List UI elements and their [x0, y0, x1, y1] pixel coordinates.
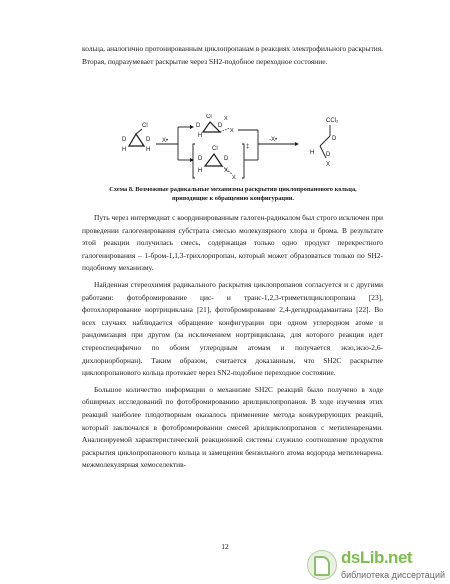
- atom-d: D: [224, 156, 229, 162]
- atom-cl: Cl: [212, 146, 218, 152]
- atom-d: D: [326, 152, 331, 158]
- atom-h: H: [198, 133, 203, 139]
- atom-x: X: [232, 175, 236, 181]
- reaction-scheme: [120, 114, 360, 186]
- atom-cl: Cl: [206, 114, 212, 120]
- atom-cl: Cl: [142, 123, 148, 129]
- paragraph-1: [82, 43, 383, 68]
- atom-h: H: [146, 147, 151, 153]
- watermark-name: dsLib.net: [341, 548, 413, 567]
- paragraph-1-text: кольца, аналогично протонированным циклопропанам в реакциях электрофильного раскрытия. Вторая, подразумевает раскрытие через SH2-подобное переходное состояние.: [82, 44, 383, 66]
- atom-x: X: [230, 128, 234, 134]
- paragraph-3: Найденная стереохимия радикального раскрытия циклопропанов согласуется и с другими работами: фотобромирование цис- и транс-1,2,3-триметилциклопропана [23], фотохлорирование нортрициклана [21], фотобромирование 2,4-дегидроадамантана [22]. Во всех случаях наблюдается обращение конфигурации при одном углеродном атоме и рандомизация при другом (за исключением нортрициклана, для которого реакция идет стереоспецифично по обоим углеродным атомам и получается экзо,экзо-2,6-дихлорнорборнан). Таким образом, считается доказанным, что SH2C раскрытие циклопропанового кольца протекает через SN2-подобное переходное состояние.: [82, 279, 383, 378]
- atom-ccl2: CCl₂: [326, 118, 339, 124]
- atom-x: X: [224, 116, 228, 122]
- watermark-subtitle: библиотека диссертаций: [341, 570, 446, 580]
- ts-symbol: ‡: [246, 144, 250, 150]
- atom-x: X: [224, 168, 229, 174]
- arrow-label: -X•: [269, 137, 278, 143]
- watermark[interactable]: [305, 548, 450, 584]
- atom-d: D: [332, 136, 337, 142]
- atom-d: D: [146, 137, 151, 143]
- scheme-product: [310, 118, 339, 168]
- atom-d: D: [218, 123, 223, 129]
- atom-h: H: [198, 168, 203, 174]
- scheme-intermediate-top: [196, 114, 258, 144]
- body-text: [82, 212, 383, 472]
- atom-h: H: [122, 147, 127, 153]
- atom-x: X: [326, 162, 331, 168]
- x-radical-label: X•: [162, 138, 169, 144]
- atom-d: D: [196, 123, 201, 129]
- scheme-caption: Схема 8. Возможные радикальные механизмы раскрытия циклопропанового кольца, приводящие к обращению конфигурации.: [109, 186, 357, 202]
- atom-d: D: [198, 156, 203, 162]
- book-logo-icon: [307, 550, 337, 580]
- paragraph-4: Большое количество информации о механизме SH2C реакций было получено в ходе обширных исследований по фотобромированию арилциклопропанов. В ходе изучения этих реакций наиболее плодотворным оказалось применение метода конкурирующих реакций, который заключался в фотобромировании смесей арилциклопропанов с метиленаренами. Анализируемой характеристической реакционной системы служило соотношение продуктов раскрытия циклопропанового кольца и замещения бензильного атома водорода метиленарена. межмолекулярная хемоселектив-: [82, 384, 383, 470]
- paragraph-2: Путь через интермедиат с координированным галоген-радикалом был строго исключен при проведении галогенирования субстрата смесью молекулярного хлора и брома. В результате этой реакции получилась смесь, содержащая только одно продукт перекрестного галогенирования – 1-бром-1,1,3-трихлорпропан, который может образоваться только по SH2-подобному механизму.: [82, 213, 383, 273]
- scheme-reactant: [122, 123, 151, 153]
- atom-h: H: [310, 150, 315, 156]
- atom-d: D: [122, 137, 127, 143]
- cyclopropane-ring: [129, 134, 144, 146]
- page-number: 12: [221, 542, 229, 551]
- scheme-transition-state: [193, 144, 258, 181]
